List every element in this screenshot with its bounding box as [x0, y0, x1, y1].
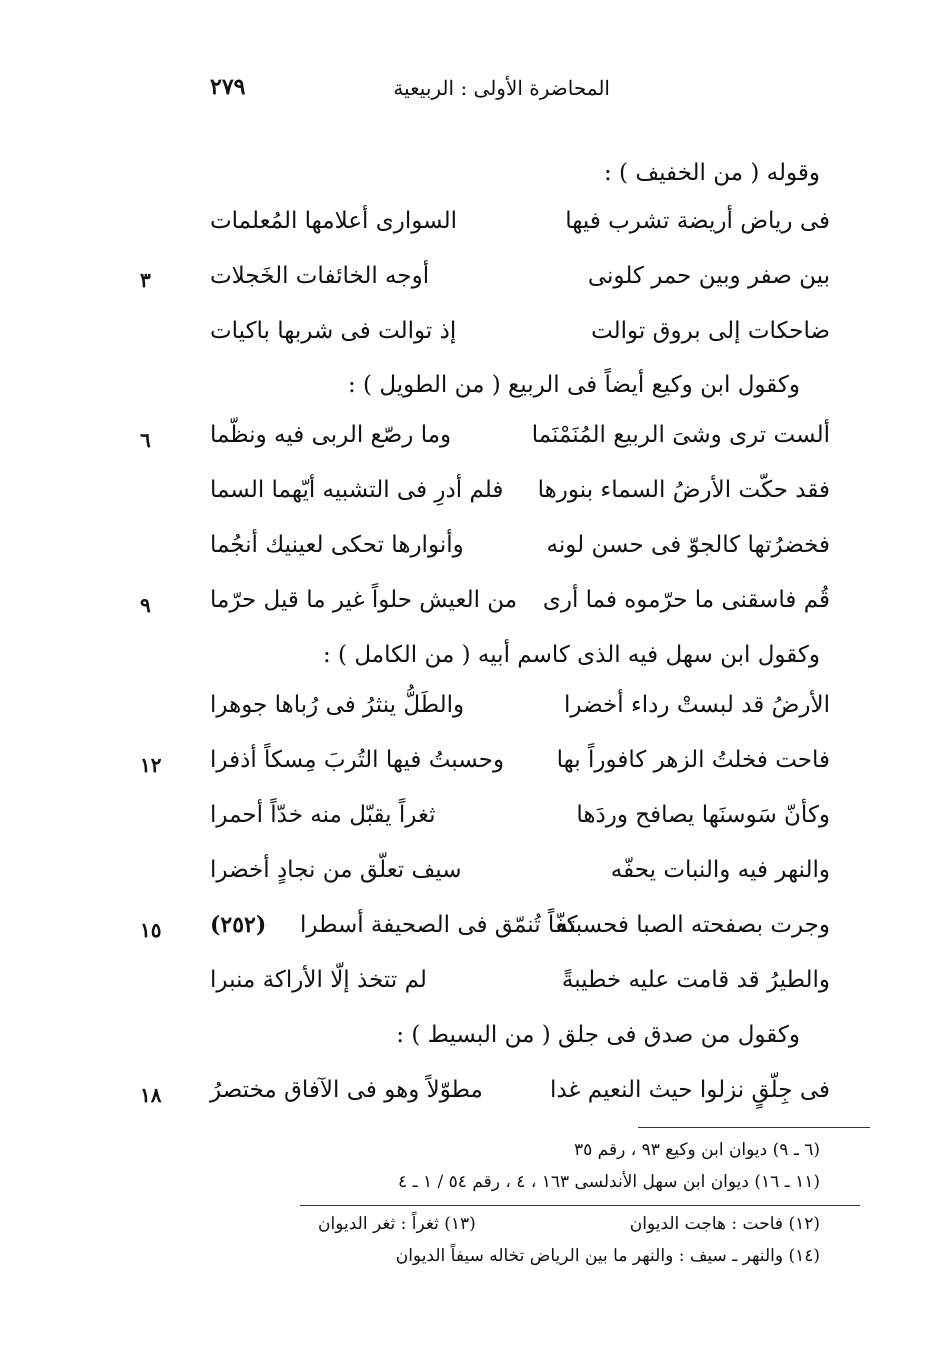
verse-second-hemistich: ثغراً يقبّل منه خدّاً أحمرا: [210, 802, 436, 828]
verse-line: [210, 318, 830, 362]
line-number: ١٨: [140, 1083, 162, 1107]
verse-first-hemistich: فى جِلّقٍ نزلوا حيث النعيم غدا: [549, 1077, 830, 1103]
verse-line: [300, 912, 830, 956]
verse-line: [210, 422, 830, 466]
verse-first-hemistich: فى رياض أريضة تشرب فيها: [565, 208, 830, 234]
verse-second-hemistich: مطوّلاً وهو فى الآفاق مختصرُ: [210, 1077, 483, 1103]
line-number: ٩: [140, 593, 151, 617]
section-intro: وكقول ابن سهل فيه الذى كاسم أبيه ( من الكامل ) :: [322, 642, 820, 668]
verse-line: [210, 208, 830, 252]
line-number: ١٢: [140, 753, 162, 777]
verse-line: [210, 967, 830, 1011]
verse-first-hemistich: بين صفر وبين حمر كلونى: [587, 263, 830, 289]
line-number: ١٥: [140, 918, 162, 942]
verse-first-hemistich: فخضرُتها كالجوّ فى حسن لونه: [546, 532, 830, 558]
verse-line: [210, 1077, 830, 1121]
verse-first-hemistich: فاحت فخلتُ الزهر كافوراً بها: [556, 747, 830, 773]
verse-second-hemistich: كفّاً تُنمّق فى الصحيفة أسطرا: [300, 912, 578, 938]
verse-first-hemistich: فقد حكّت الأرضُ السماء بنورها: [537, 477, 830, 503]
verse-second-hemistich: لم تتخذ إلّا الأراكة منبرا: [210, 967, 427, 993]
verse-second-hemistich: إذ توالت فى شربها باكيات: [210, 318, 457, 344]
verse-second-hemistich: سيف تعلّق من نجادٍ أخضرا: [210, 857, 462, 883]
verse-second-hemistich: السوارى أعلامها المُعلمات: [210, 208, 458, 234]
verse-second-hemistich: وحسبتُ فيها التُربَ مِسكاً أذفرا: [210, 747, 505, 773]
verse-second-hemistich: فلم أدرِ فى التشبيه أيّهما السما: [210, 477, 504, 503]
verse-second-hemistich: من العيش حلواً غير ما قيل حرّما: [210, 587, 518, 613]
verse-line: [210, 802, 830, 846]
footnote: (٦ ـ ٩) ديوان ابن وكيع ٩٣ ، رقم ٣٥: [573, 1140, 820, 1160]
line-number: ٦: [140, 428, 151, 452]
footnote: (١٣) ثغراً : ثغر الديوان: [318, 1214, 476, 1234]
line-number: ٣: [140, 268, 151, 292]
verse-line: [210, 857, 830, 901]
footnote: (١٤) والنهر ـ سيف : والنهر ما بين الرياض تخاله سيفاً الديوان: [395, 1246, 820, 1266]
verse-line: [210, 747, 830, 791]
verse-second-hemistich: والطَلُّ ينثرُ فى رُباها جوهرا: [210, 692, 465, 718]
verse-line: [210, 477, 830, 521]
running-title: المحاضرة الأولى : الربيعية: [393, 76, 610, 100]
verse-first-hemistich: ألست ترى وشىَ الربيع المُنَمْنَما: [531, 422, 830, 448]
page-number: ٢٧٩: [210, 74, 246, 100]
page-reference-note: (٢٥٢): [210, 912, 267, 938]
verse-line: [210, 532, 830, 576]
page-header: [200, 70, 620, 110]
verse-first-hemistich: والنهر فيه والنبات يحفّه: [610, 857, 830, 883]
verse-line: [210, 263, 830, 307]
verse-first-hemistich: وكأنّ سَوسنَها يصافح وردَها: [576, 802, 830, 828]
section-intro: وقوله ( من الخفيف ) :: [603, 160, 820, 186]
footnote-rule: [300, 1205, 860, 1206]
footnote: (١١ ـ ١٦) ديوان ابن سهل الأندلسى ١٦٣ ، ٤ ، رقم ٥٤ / ١ ـ ٤: [398, 1172, 820, 1192]
verse-first-hemistich: ضاحكات إلى بروق توالت: [591, 318, 830, 344]
verse-first-hemistich: وجرت بصفحته الصبا فحسبته: [556, 912, 830, 938]
verse-line: [210, 692, 830, 736]
verse-first-hemistich: قُم فاسقنى ما حرّموه فما أرى: [542, 587, 830, 613]
footnote: (١٢) فاحت : هاجت الديوان: [629, 1214, 820, 1234]
verse-second-hemistich: وأنوارها تحكى لعينيك أنجُما: [210, 532, 464, 558]
section-intro: وكقول من صدق فى جلق ( من البسيط ) :: [396, 1022, 800, 1048]
verse-second-hemistich: أوجه الخائفات الخَجلات: [210, 263, 430, 289]
footnote-rule: [638, 1127, 870, 1128]
verse-line: [210, 587, 830, 631]
verse-first-hemistich: الأرضُ قد لبستْ رداء أخضرا: [564, 692, 830, 718]
verse-second-hemistich: وما رصّع الربى فيه ونظّما: [210, 422, 452, 448]
section-intro: وكقول ابن وكيع أيضاً فى الربيع ( من الطويل ) :: [347, 372, 800, 398]
verse-first-hemistich: والطيرُ قد قامت عليه خطيبةً: [561, 967, 830, 993]
